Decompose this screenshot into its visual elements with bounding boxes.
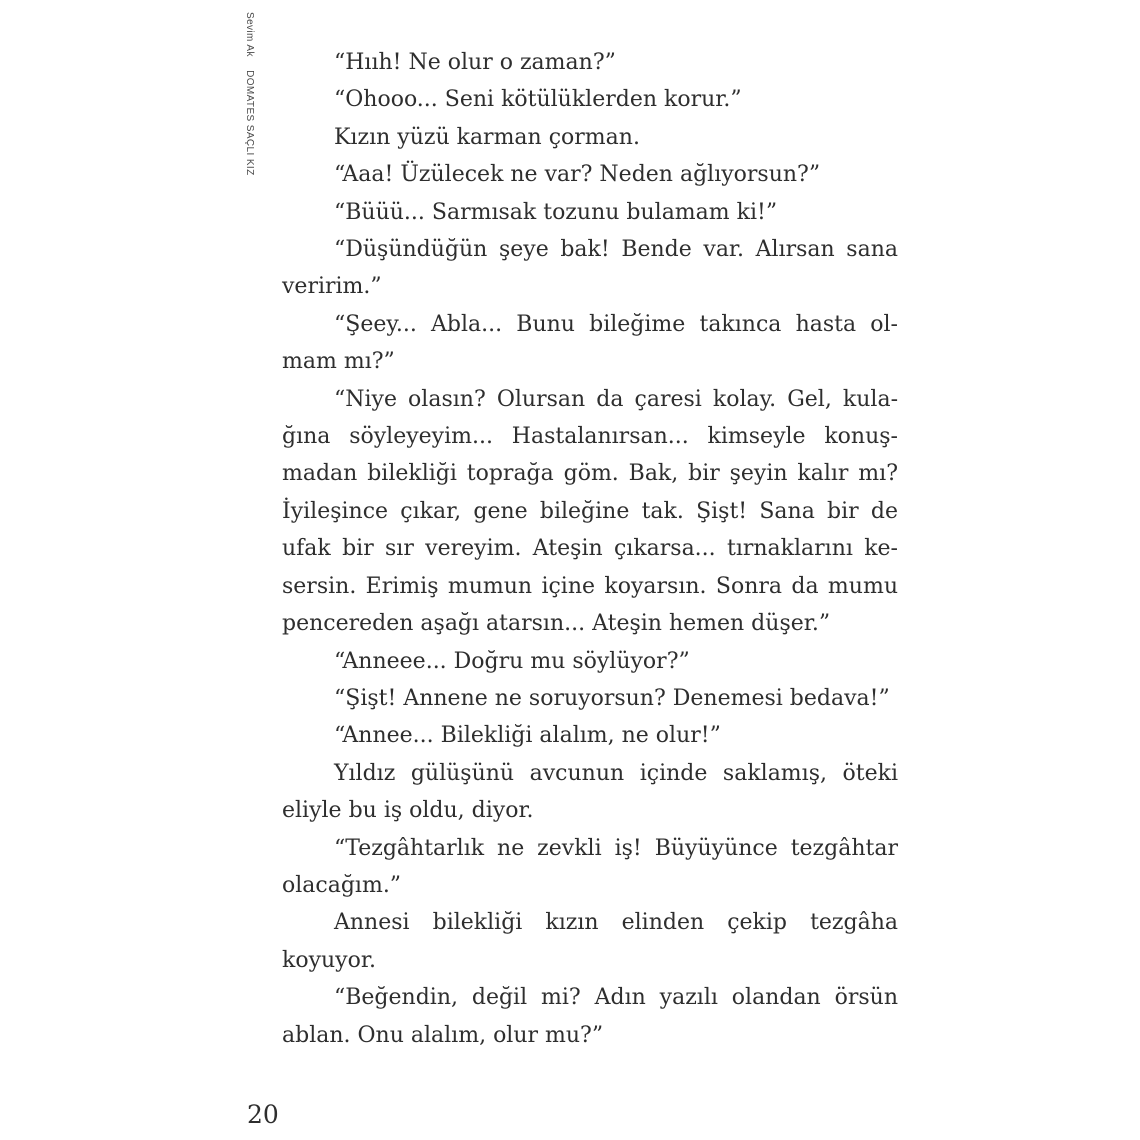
text-line: “Anneee... Doğru mu söylüyor?”: [334, 648, 690, 674]
text-line: sersin. Erimiş mumun içine koyarsın. Sonra da mumu: [282, 573, 898, 599]
text-line: Kızın yüzü karman çorman.: [334, 124, 640, 150]
text-line: “Hııh! Ne olur o zaman?”: [334, 50, 616, 75]
text-line: İyileşince çıkar, gene bileğine tak. Şişt! Sana bir de: [282, 498, 898, 524]
text-line: “Düşündüğün şeye bak! Bende var. Alırsan sana: [334, 237, 898, 263]
text-line: “Tezgâhtarlık ne zevkli iş! Büyüyünce tezgâhtar: [334, 835, 898, 861]
text-line: “Beğendin, değil mi? Adın yazılı olandan örsün: [334, 985, 898, 1011]
text-line: “Annee... Bilekliği alalım, ne olur!”: [334, 723, 721, 749]
text-line: eliyle bu iş oldu, diyor.: [282, 798, 534, 824]
text-line: Yıldız gülüşünü avcunun içinde saklamış, öteki: [334, 760, 898, 786]
text-line: madan bilekliği toprağa göm. Bak, bir şeyin kalır mı?: [282, 461, 898, 487]
text-line: “Şişt! Annene ne soruyorsun? Denemesi bedava!”: [334, 685, 890, 711]
text-line: “Niye olasın? Olursan da çaresi kolay. Gel, kula-: [334, 386, 898, 412]
text-line: “Ohooo... Seni kötülüklerden korur.”: [334, 87, 742, 113]
text-line: ablan. Onu alalım, olur mu?”: [282, 1022, 604, 1048]
spine-text: [244, 12, 255, 252]
text-line: ğına söyleyeyim... Hastalanırsan... kimseyle konuş-: [282, 424, 898, 450]
text-line: “Aaa! Üzülecek ne var? Neden ağlıyorsun?”: [334, 162, 821, 188]
text-line: Annesi bilekliği kızın elinden çekip tezgâha: [334, 910, 898, 936]
text-line: veririm.”: [282, 274, 382, 300]
text-line: pencereden aşağı atarsın... Ateşin hemen düşer.”: [282, 611, 831, 637]
text-line: mam mı?”: [282, 349, 395, 375]
page-number: 20: [247, 1100, 279, 1129]
text-line: “Büüü... Sarmısak tozunu bulamam ki!”: [334, 199, 778, 225]
spine-author: Sevim Ak: [244, 12, 255, 57]
text-block: [282, 44, 898, 1054]
spine-title: DOMATES SAÇLI KIZ: [244, 70, 255, 176]
text-line: olacağım.”: [282, 872, 402, 898]
text-line: koyuyor.: [282, 947, 376, 973]
text-line: ufak bir sır vereyim. Ateşin çıkarsa... tırnaklarını ke-: [282, 536, 898, 562]
text-line: “Şeey... Abla... Bunu bileğime takınca hasta ol-: [334, 311, 898, 337]
